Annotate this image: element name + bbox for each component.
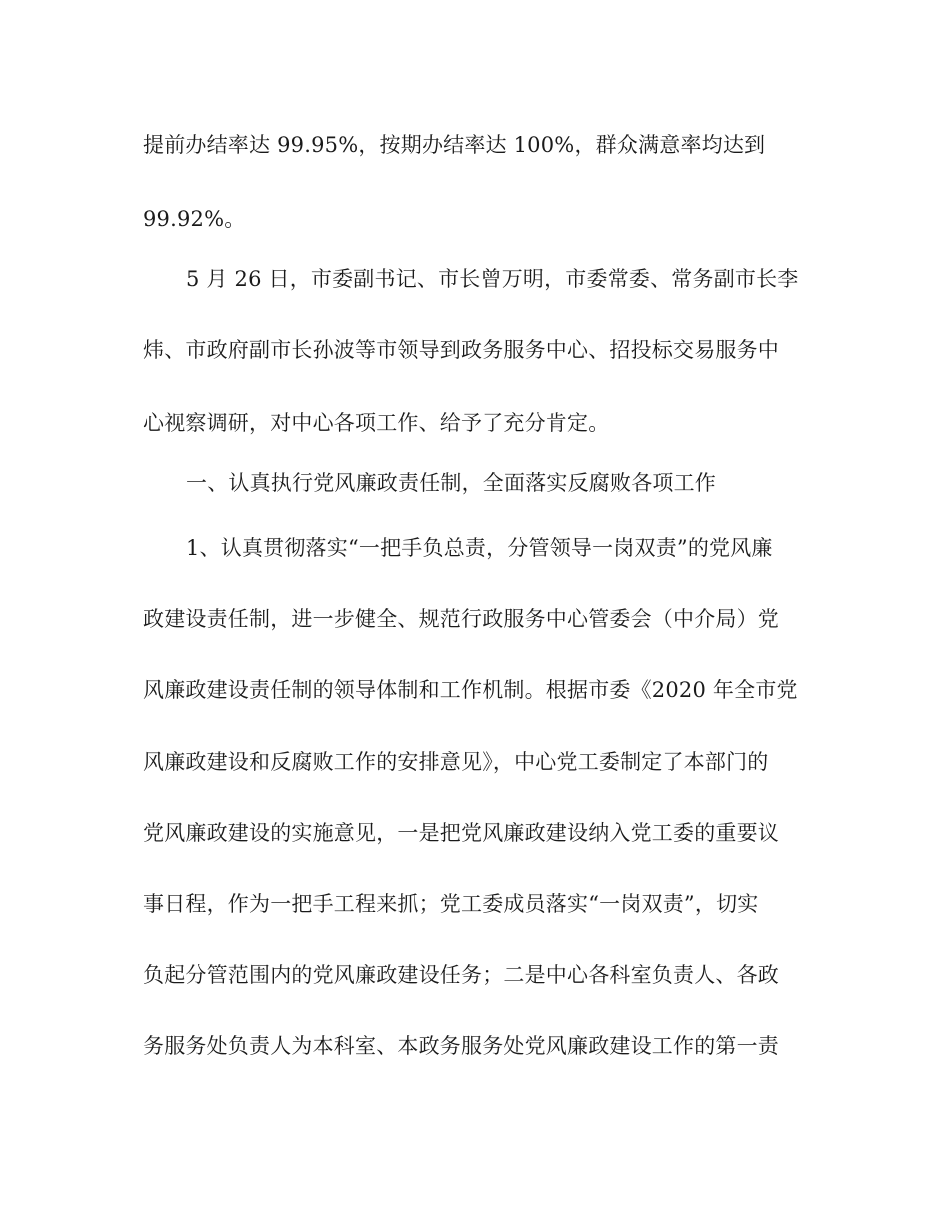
text-line: 提前办结率达 99.95%，按期办结率达 100%，群众满意率均达到 (143, 133, 766, 157)
section-heading: 一、认真执行党风廉政责任制，全面落实反腐败各项工作 (186, 471, 716, 495)
text-line: 事日程，作为一把手工程来抓；党工委成员落实“一岗双责”，切实 (143, 892, 759, 916)
text-line: 心视察调研，对中心各项工作、给予了充分肯定。 (143, 411, 610, 435)
text-line: 99.92%。 (143, 207, 246, 231)
text-line: 负起分管范围内的党风廉政建设任务；二是中心各科室负责人、各政 (143, 963, 779, 987)
text-line: 政建设责任制，进一步健全、规范行政服务中心管委会（中介局）党 (143, 607, 779, 631)
paragraph-start: 1、认真贯彻落实“一把手负总责，分管领导一岗双责”的党风廉 (186, 536, 773, 560)
text-line: 风廉政建设责任制的领导体制和工作机制。根据市委《2020 年全市党 (143, 678, 798, 702)
text-line: 炜、市政府副市长孙波等市领导到政务服务中心、招投标交易服务中 (143, 338, 779, 362)
text-line: 务服务处负责人为本科室、本政务服务处党风廉政建设工作的第一责 (143, 1034, 779, 1058)
text-line: 党风廉政建设的实施意见，一是把党风廉政建设纳入党工委的重要议 (143, 821, 779, 845)
text-line: 风廉政建设和反腐败工作的安排意见》，中心党工委制定了本部门的 (143, 750, 769, 774)
paragraph-start: 5 月 26 日，市委副书记、市长曾万明，市委常委、常务副市长李 (186, 267, 799, 291)
